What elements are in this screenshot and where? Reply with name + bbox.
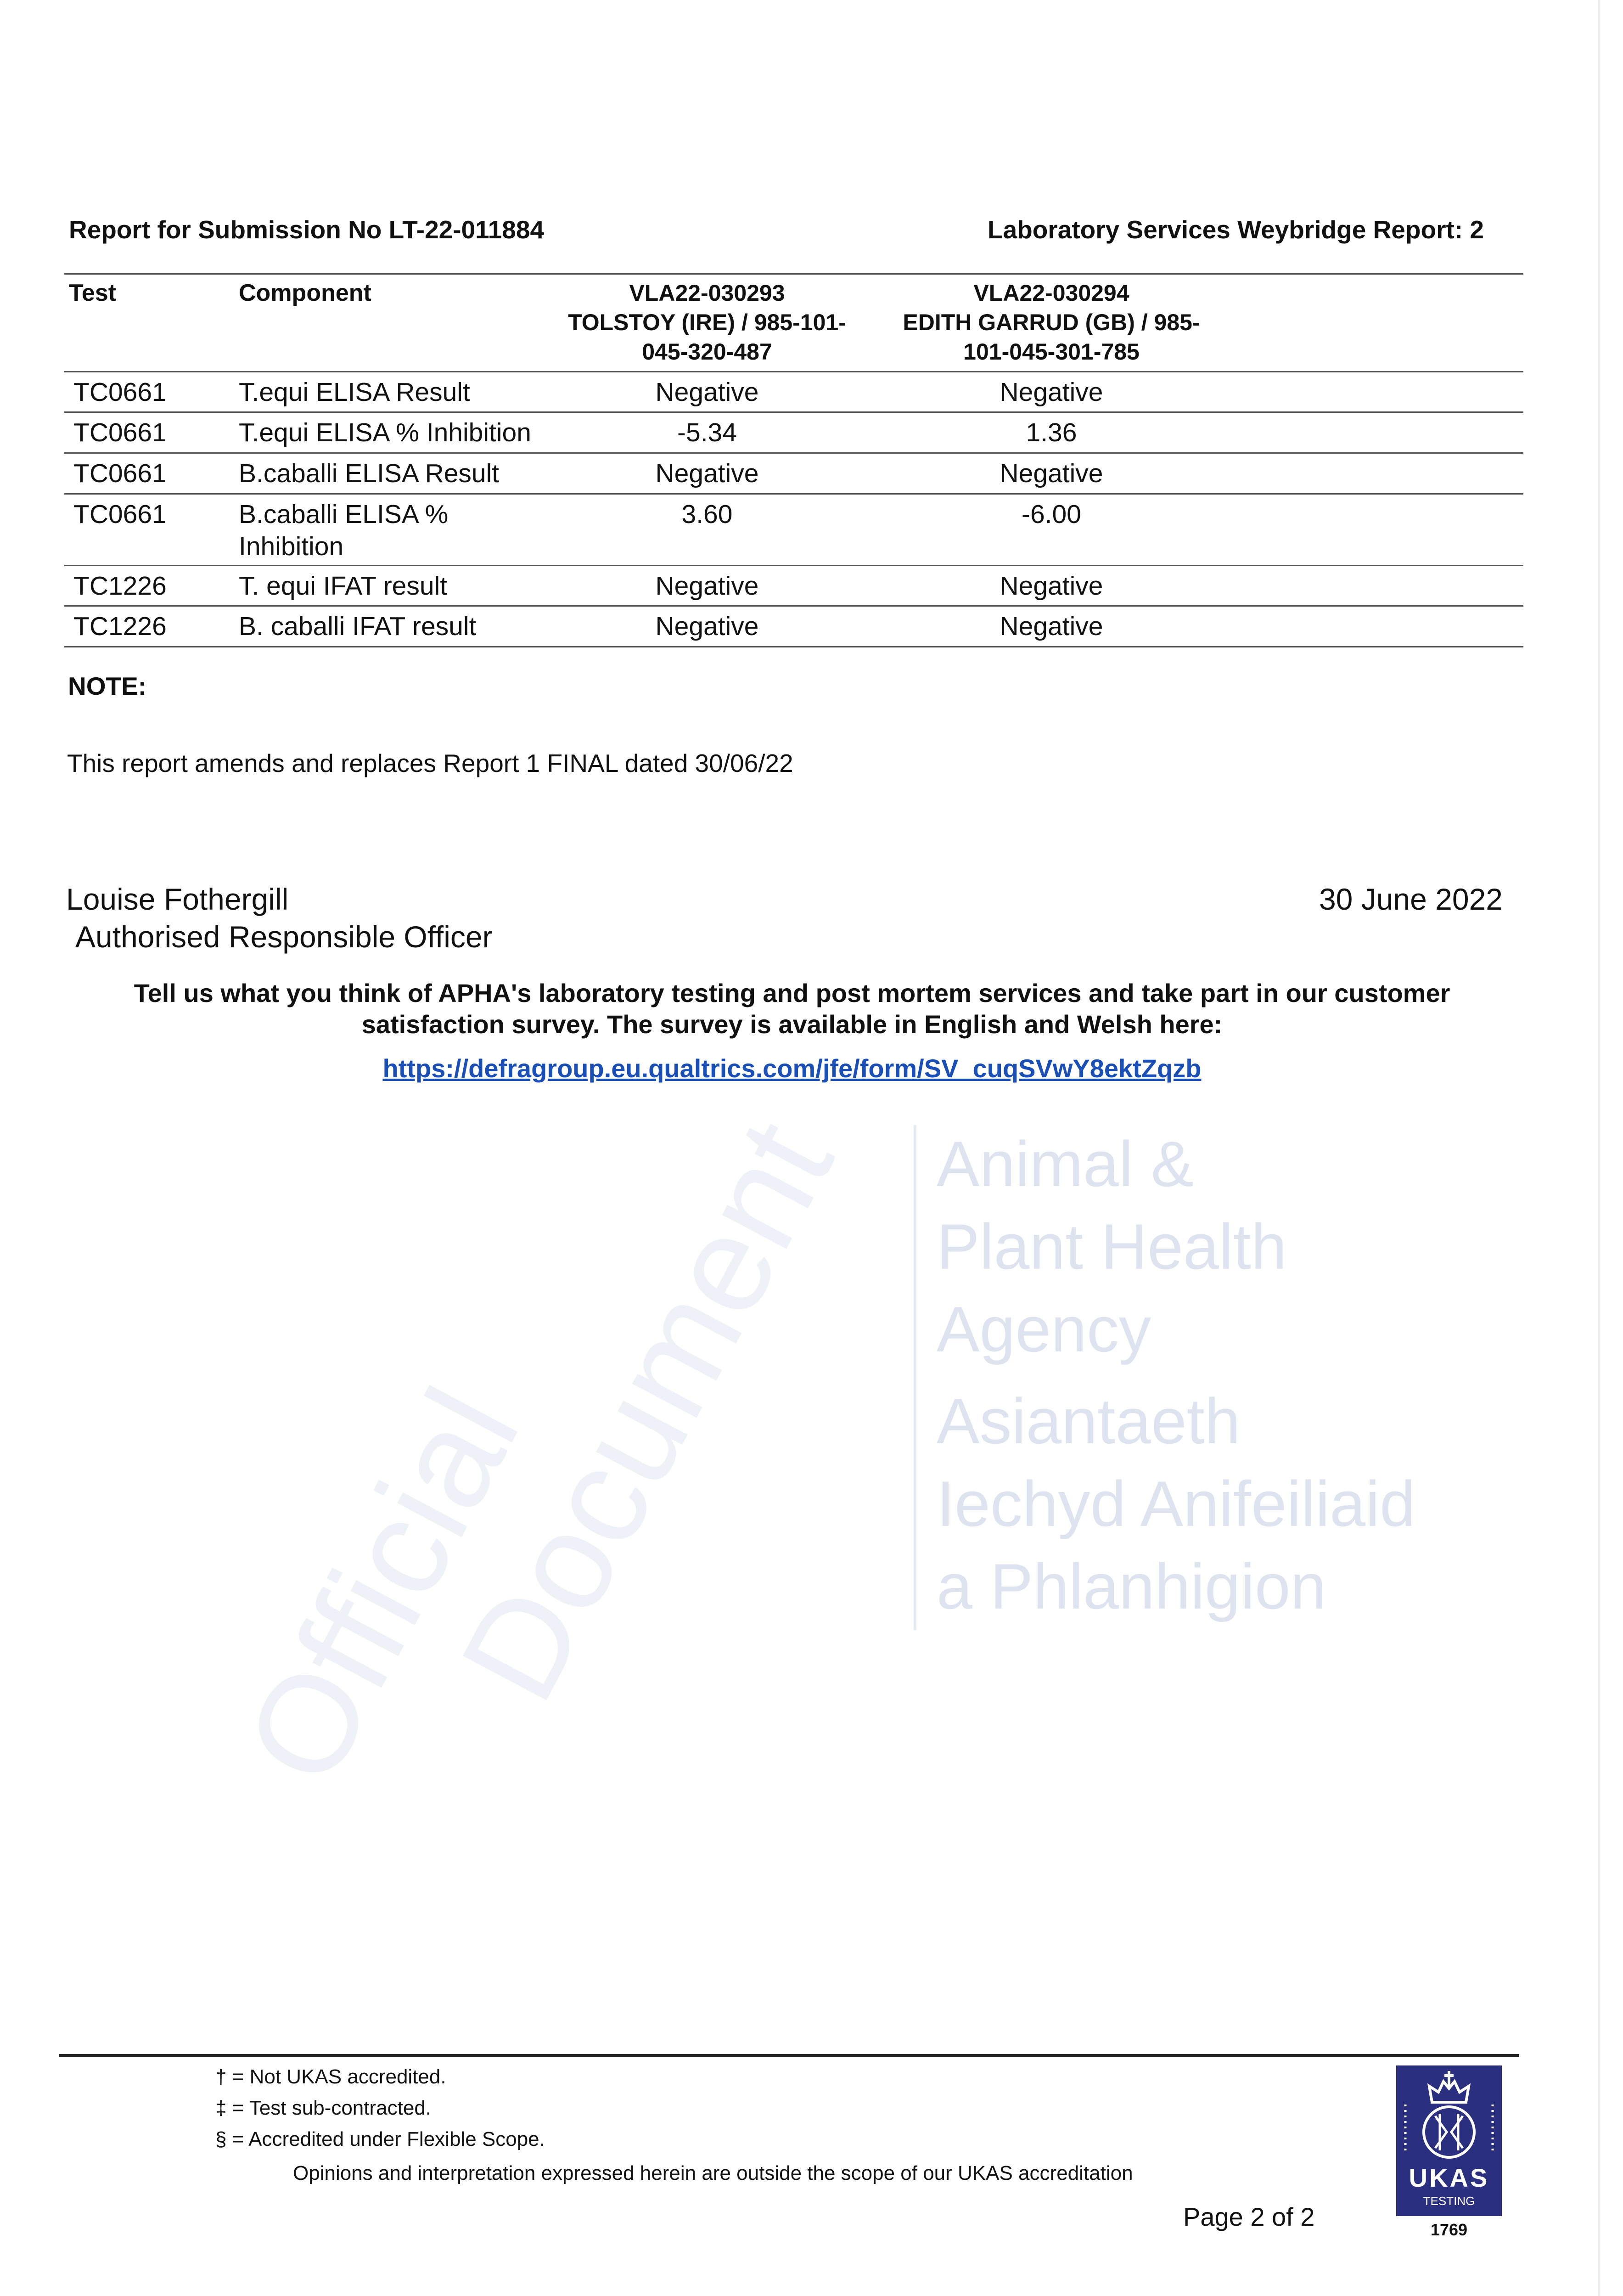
- watermark-line: Asiantaeth: [937, 1385, 1241, 1457]
- sample1-value: -5.34: [677, 418, 737, 447]
- component: B.caballi ELISA Result: [239, 459, 500, 488]
- report-date: 30 June 2022: [1319, 882, 1503, 916]
- official-document-stamp: [215, 1097, 862, 1877]
- sample1-value: Negative: [655, 571, 759, 601]
- ukas-number: 1769: [1430, 2220, 1468, 2239]
- test-code: TC1226: [73, 612, 167, 641]
- signatory-name: Louise Fothergill: [66, 882, 289, 916]
- sample2-value: Negative: [1000, 571, 1103, 601]
- sample2-value: 1.36: [1026, 418, 1077, 447]
- signatory-role: Authorised Responsible Officer: [75, 920, 493, 954]
- test-code: TC0661: [73, 418, 167, 447]
- note-text: This report amends and replaces Report 1 FINAL dated 30/06/22: [67, 749, 793, 777]
- component: B.caballi ELISA %: [239, 500, 449, 529]
- component: T.equi ELISA Result: [239, 377, 470, 407]
- footnote-flexible-scope: § = Accredited under Flexible Scope.: [215, 2128, 545, 2150]
- sample1-value: Negative: [655, 459, 759, 488]
- ukas-logo: [1396, 2065, 1502, 2216]
- sample2-value: -6.00: [1022, 500, 1081, 529]
- footer-divider: [59, 2054, 1519, 2057]
- stamp-line: Document: [431, 1097, 862, 1724]
- component: T.equi ELISA % Inhibition: [239, 418, 531, 447]
- divider: [64, 273, 1523, 275]
- watermark-bar: [914, 1125, 916, 1630]
- divider: [64, 493, 1523, 495]
- test-code: TC0661: [73, 500, 167, 529]
- header-sample2-id: VLA22-030294: [973, 280, 1129, 306]
- divider: [64, 452, 1523, 454]
- header-test: Test: [69, 280, 117, 306]
- survey-text-2: satisfaction survey. The survey is available in English and Welsh here:: [361, 1010, 1223, 1039]
- component-cont: Inhibition: [239, 532, 344, 561]
- header-sample2-chip: 101-045-301-785: [963, 339, 1140, 365]
- watermark-line: Plant Health: [937, 1210, 1287, 1283]
- sample1-value: 3.60: [681, 500, 733, 529]
- survey-text-1: Tell us what you think of APHA's laboratory testing and post mortem services and take part in our customer: [134, 979, 1450, 1007]
- divider: [64, 411, 1523, 413]
- scan-edge: [1598, 0, 1600, 2296]
- divider: [64, 646, 1523, 647]
- test-code: TC0661: [73, 377, 167, 407]
- header-component: Component: [239, 280, 371, 306]
- component: B. caballi IFAT result: [239, 612, 477, 641]
- sample1-value: Negative: [655, 612, 759, 641]
- watermark-line: Animal &: [937, 1128, 1194, 1200]
- footnote-not-accredited: † = Not UKAS accredited.: [215, 2065, 446, 2088]
- crown-circle-icon: [1396, 2065, 1502, 2162]
- component: T. equi IFAT result: [239, 571, 448, 601]
- watermark-line: Agency: [937, 1293, 1151, 1365]
- survey-link[interactable]: https://defragroup.eu.qualtrics.com/jfe/form/SV_cuqSVwY8ektZqzb: [382, 1054, 1202, 1083]
- divider: [64, 565, 1523, 566]
- header-sample1-id: VLA22-030293: [629, 280, 785, 306]
- sample2-value: Negative: [1000, 612, 1103, 641]
- test-code: TC1226: [73, 571, 167, 601]
- note-label: NOTE:: [68, 672, 147, 700]
- watermark-line: a Phlanhigion: [937, 1550, 1326, 1622]
- sample2-value: Negative: [1000, 377, 1103, 407]
- divider: [64, 605, 1523, 607]
- report-title: Laboratory Services Weybridge Report: 2: [988, 215, 1484, 244]
- watermark-line: Iechyd Anifeiliaid: [937, 1468, 1415, 1540]
- divider: [64, 371, 1523, 372]
- sample1-value: Negative: [655, 377, 759, 407]
- ukas-type: TESTING: [1423, 2194, 1475, 2208]
- footnote-subcontracted: ‡ = Test sub-contracted.: [215, 2097, 432, 2119]
- submission-title: Report for Submission No LT-22-011884: [69, 215, 545, 244]
- sample2-value: Negative: [1000, 459, 1103, 488]
- header-sample2-name: EDITH GARRUD (GB) / 985-: [903, 310, 1200, 335]
- page-number: Page 2 of 2: [1183, 2202, 1315, 2231]
- ukas-disclaimer: Opinions and interpretation expressed herein are outside the scope of our UKAS accreditation: [293, 2162, 1133, 2184]
- ukas-name: UKAS: [1409, 2163, 1489, 2192]
- stamp-line: Official: [215, 1365, 548, 1807]
- test-code: TC0661: [73, 459, 167, 488]
- header-sample1-chip: 045-320-487: [642, 339, 772, 365]
- header-sample1-name: TOLSTOY (IRE) / 985-101-: [568, 310, 846, 335]
